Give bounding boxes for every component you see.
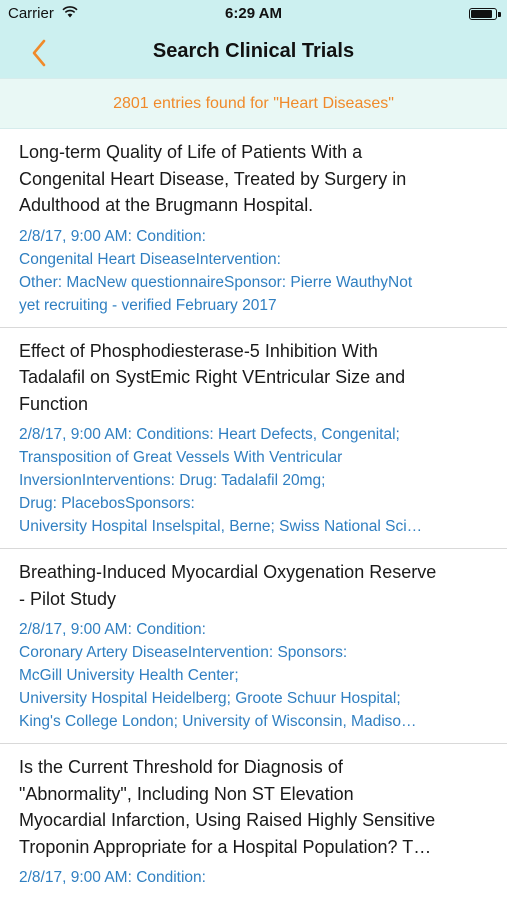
trial-list [0, 129, 507, 899]
navigation-bar [0, 28, 507, 78]
trial-detail-line: 2/8/17, 9:00 AM: Condition: [19, 621, 206, 638]
trial-title [19, 754, 487, 860]
header-area [0, 0, 507, 78]
trial-title-line: Myocardial Infarction, Using Raised Highly Sensitive [19, 810, 436, 830]
page-title: Search Clinical Trials [152, 40, 355, 62]
list-item[interactable] [0, 743, 507, 899]
list-item[interactable] [0, 327, 507, 549]
trial-details [19, 866, 487, 889]
trial-detail-line: 2/8/17, 9:00 AM: Condition: [19, 869, 206, 886]
status-time: 6:29 AM [225, 5, 282, 22]
trial-title-line: Breathing-Induced Myocardial Oxygenation Reserve [19, 562, 437, 582]
trial-detail-line: University Hospital Inselspital, Berne; Swiss National Sci… [19, 518, 423, 535]
trial-title-line: Troponin Appropriate for a Hospital Population? T… [19, 836, 432, 857]
status-bar [0, 0, 507, 28]
trial-detail-line: Congenital Heart DiseaseIntervention: [19, 250, 281, 268]
results-summary-banner [0, 78, 507, 129]
carrier-label: Carrier [8, 5, 54, 22]
trial-detail-line: Other: MacNew questionnaireSponsor: Pierre WauthyNot [19, 273, 413, 291]
results-count-label: 2801 entries found for "Heart Diseases" [113, 94, 394, 112]
trial-detail-line: Transposition of Great Vessels With Ventricular [19, 449, 343, 466]
battery-icon [469, 8, 497, 20]
trial-title-line: Is the Current Threshold for Diagnosis of [19, 757, 343, 777]
trial-title [19, 559, 487, 612]
trial-title-line: Adulthood at the Brugmann Hospital. [19, 195, 314, 215]
trial-title [19, 139, 487, 219]
list-item[interactable] [0, 548, 507, 743]
trial-title-line: Tadalafil on SystEmic Right VEntricular Size and [19, 367, 406, 387]
trial-detail-line: University Hospital Heidelberg; Groote Schuur Hospital; [19, 690, 401, 707]
trial-detail-line: InversionInterventions: Drug: Tadalafil 20mg; [19, 472, 326, 489]
trial-title-line: Function [19, 393, 89, 414]
trial-title-line: Effect of Phosphodiesterase-5 Inhibition With [19, 340, 378, 361]
trial-details [19, 225, 487, 317]
trial-detail-line: Coronary Artery DiseaseIntervention: Sponsors: [19, 644, 348, 661]
trial-detail-line: King's College London; University of Wisconsin, Madiso… [19, 713, 417, 730]
list-item[interactable] [0, 129, 507, 327]
trial-details [19, 618, 487, 733]
trial-title-line: Congenital Heart Disease, Treated by Surgery in [19, 168, 407, 189]
trial-detail-line: yet recruiting - verified February 2017 [19, 296, 277, 314]
trial-title [19, 338, 487, 418]
trial-detail-line: 2/8/17, 9:00 AM: Condition: [19, 227, 206, 245]
trial-details [19, 423, 487, 538]
trial-detail-line: 2/8/17, 9:00 AM: Conditions: Heart Defects, Congenital; [19, 426, 400, 443]
trial-title-line: - Pilot Study [19, 588, 117, 609]
trial-detail-line: McGill University Health Center; [19, 667, 239, 684]
trial-detail-line: Drug: PlacebosSponsors: [19, 495, 195, 512]
trial-title-line: Long-term Quality of Life of Patients With a [19, 142, 363, 162]
trial-title-line: "Abnormality", Including Non ST Elevation [19, 783, 354, 804]
